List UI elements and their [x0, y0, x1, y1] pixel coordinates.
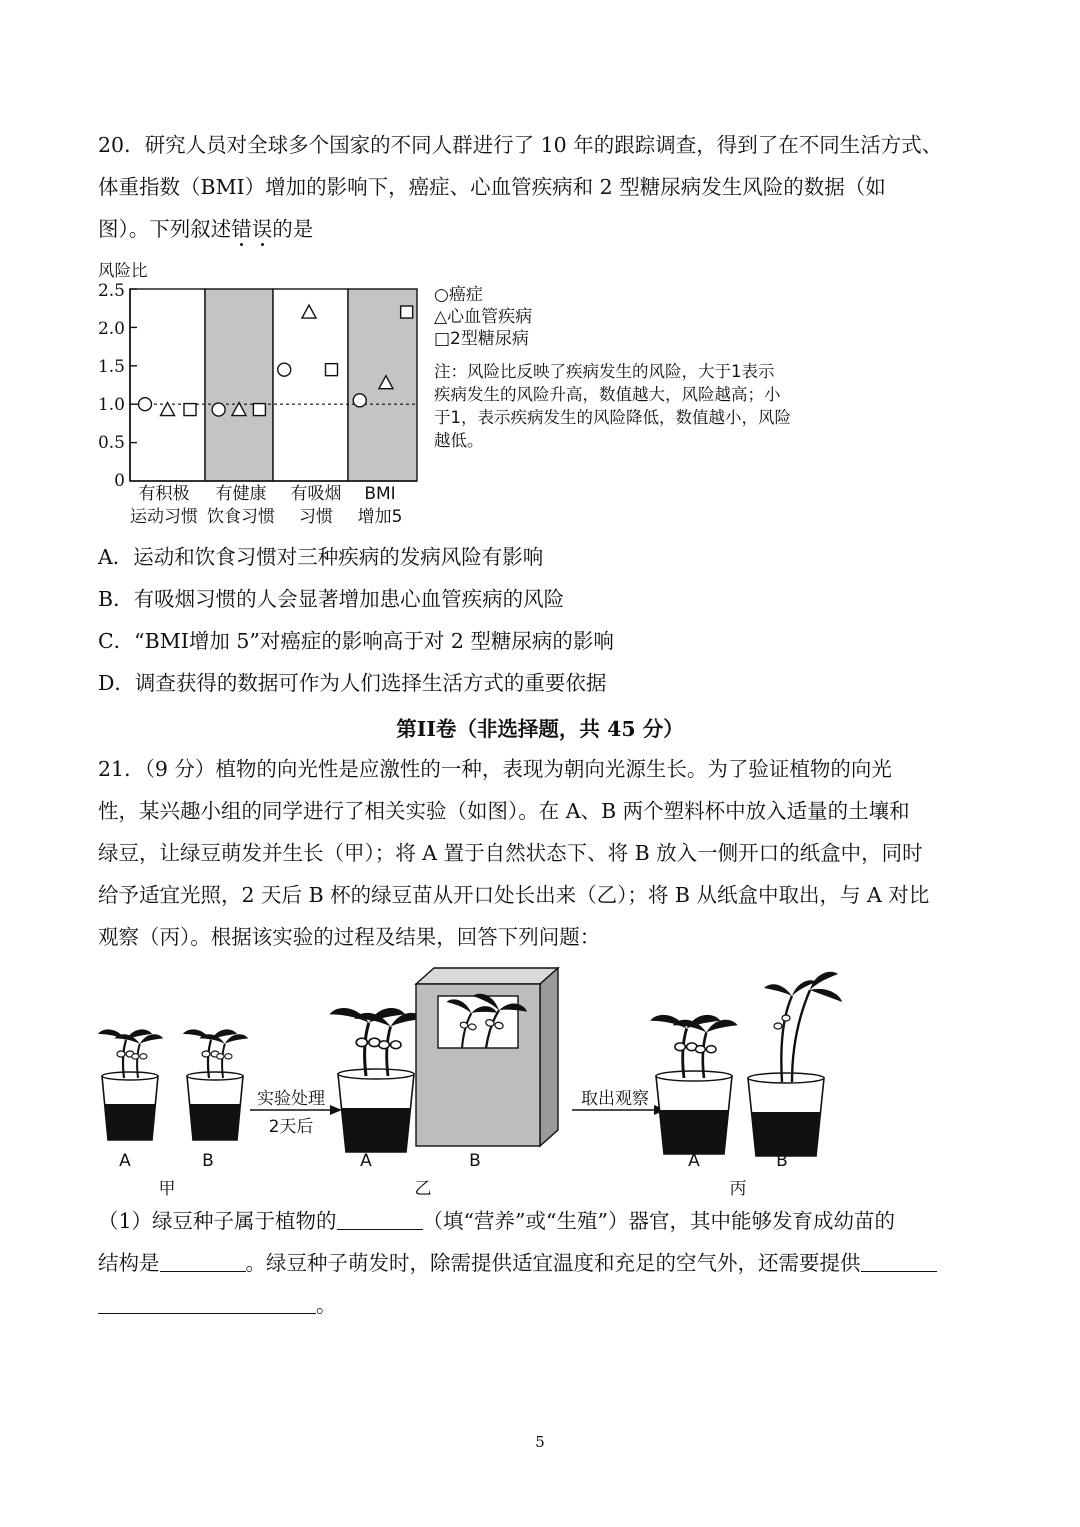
- mark-square-4: [401, 306, 413, 318]
- cup-b-jia: [183, 1029, 248, 1140]
- mark-circle-4: [353, 394, 366, 407]
- chart-note-line-1: 注：风险比反映了疾病发生的风险，大于1表示: [434, 362, 775, 381]
- mark-square-3: [326, 364, 338, 376]
- category-label-3: [282, 483, 350, 529]
- answer-blank-1[interactable]: [337, 1207, 423, 1230]
- y-tick-1.0: 1.0: [97, 395, 125, 415]
- y-tick-0.5: 0.5: [97, 433, 125, 453]
- cup-a-bing: [650, 1015, 737, 1154]
- category-4-line1: BMI: [364, 484, 396, 504]
- y-tick-1.5: 1.5: [97, 357, 125, 377]
- label-b-jia: B: [202, 1151, 214, 1171]
- y-tick-2.0: 2.0: [97, 319, 125, 339]
- section-title: 第II卷（非选择题，共 45 分）: [396, 717, 684, 741]
- sub1-text-1: （1）绿豆种子属于植物的: [98, 1209, 337, 1233]
- legend-cancer: ○癌症: [434, 285, 483, 305]
- experiment-figure: [0, 960, 1080, 1200]
- category-band-1: [130, 289, 205, 481]
- category-band-2: [205, 289, 273, 481]
- answer-blank-3[interactable]: [861, 1249, 937, 1272]
- q20-line-1: 20．研究人员对全球多个国家的不同人群进行了 10 年的跟踪调查，得到了在不同生活方式、: [98, 133, 943, 157]
- label-a-yi: A: [360, 1151, 372, 1171]
- q21-line-2: 性，某兴趣小组的同学进行了相关实验（如图）。在 A、B 两个塑料杯中放入适量的土壤和: [98, 799, 910, 823]
- q20-line-3-head: 图）。下列叙述: [98, 217, 232, 241]
- arrow-1-top-label: 实验处理: [257, 1089, 325, 1109]
- answer-blank-2[interactable]: [160, 1249, 246, 1272]
- y-tick-0: 0: [114, 471, 125, 491]
- paper-box: [416, 968, 558, 1146]
- arrow-1-bottom-label: 2天后: [268, 1117, 314, 1137]
- category-4-line2: 增加5: [357, 507, 403, 527]
- category-label-1: [122, 483, 206, 529]
- option-d: D．调查获得的数据可作为人们选择生活方式的重要依据: [98, 671, 607, 695]
- mark-circle-1: [139, 398, 152, 411]
- sub1-text-5: 。: [316, 1293, 337, 1317]
- mark-square-2: [253, 404, 265, 416]
- page-number: 5: [535, 1433, 545, 1451]
- mark-square-1: [184, 404, 196, 416]
- sub1-text-4: 。绿豆种子萌发时，除需提供适宜温度和充足的空气外，还需要提供: [245, 1251, 861, 1275]
- chart-note-line-2: 疾病发生的风险升高，数值越大，风险越高；小: [434, 385, 781, 404]
- legend-diabetes: □2型糖尿病: [434, 329, 529, 349]
- label-a-bing: A: [688, 1151, 700, 1171]
- cup-a-yi: [330, 1008, 425, 1152]
- arrow-2-label: 取出观察: [581, 1089, 649, 1109]
- category-label-2: [200, 483, 282, 529]
- q21-line-4: 给予适宜光照，2 天后 B 杯的绿豆苗从开口处长出来（乙）；将 B 从纸盒中取出，与 A 对比: [98, 883, 930, 907]
- legend-cardio: △心血管疾病: [434, 307, 533, 327]
- emph-char-2: 误: [251, 217, 273, 241]
- q20-line-3-tail: 的是: [272, 217, 314, 241]
- cup-b-bing: [748, 972, 842, 1156]
- chart-ylabel: 风险比: [98, 261, 148, 280]
- q21-line-3: 绿豆，让绿豆萌发并生长（甲）；将 A 置于自然状态下、将 B 放入一侧开口的纸盒中，同时: [98, 841, 923, 865]
- category-3-line2: 习惯: [299, 507, 333, 527]
- stage-yi: 乙: [414, 1179, 432, 1199]
- q21-line-1: 21．（9 分）植物的向光性是应激性的一种，表现为朝向光源生长。为了验证植物的向光: [98, 757, 892, 781]
- chart-note-line-3: 于1，表示疾病发生的风险降低，数值越小，风险: [434, 408, 791, 427]
- mark-circle-3: [278, 363, 291, 376]
- sub1-text-2: （填“营养”或“生殖”）器官，其中能够发育成幼苗的: [422, 1209, 895, 1233]
- sub1-text-3: 结构是: [98, 1251, 160, 1275]
- label-b-yi: B: [469, 1151, 481, 1171]
- category-label-4: [352, 483, 408, 529]
- sub1-line-3: [98, 1290, 337, 1320]
- option-b: B．有吸烟习惯的人会显著增加患心血管疾病的风险: [98, 587, 565, 611]
- sub1-line-1: [98, 1206, 895, 1236]
- q20-line-2: 体重指数（BMI）增加的影响下，癌症、心血管疾病和 2 型糖尿病发生风险的数据（如: [98, 175, 886, 199]
- emph-char-1: 错: [231, 217, 252, 241]
- chart-note-line-4: 越低。: [434, 431, 484, 450]
- q21-line-5: 观察（丙）。根据该实验的过程及结果，回答下列问题：: [98, 925, 601, 949]
- mark-circle-2: [212, 403, 225, 416]
- risk-ratio-chart: [0, 0, 1080, 540]
- category-3-line1: 有吸烟: [290, 484, 342, 504]
- cup-a-jia: [98, 1029, 163, 1140]
- category-2-line2: 饮食习惯: [207, 507, 275, 527]
- stage-jia: 甲: [158, 1179, 176, 1199]
- category-1-line1: 有积极: [138, 484, 190, 504]
- sub1-line-2: [98, 1248, 937, 1278]
- category-2-line1: 有健康: [215, 484, 267, 504]
- label-a-jia: A: [119, 1151, 131, 1171]
- category-1-line2: 运动习惯: [130, 507, 198, 527]
- stage-bing: 丙: [729, 1179, 747, 1199]
- y-tick-2.5: 2.5: [97, 281, 125, 301]
- option-c: C．“BMI增加 5”对癌症的影响高于对 2 型糖尿病的影响: [98, 629, 614, 653]
- answer-blank-3-cont[interactable]: [98, 1291, 316, 1314]
- option-a: A．运动和饮食习惯对三种疾病的发病风险有影响: [98, 545, 544, 569]
- label-b-bing: B: [776, 1151, 788, 1171]
